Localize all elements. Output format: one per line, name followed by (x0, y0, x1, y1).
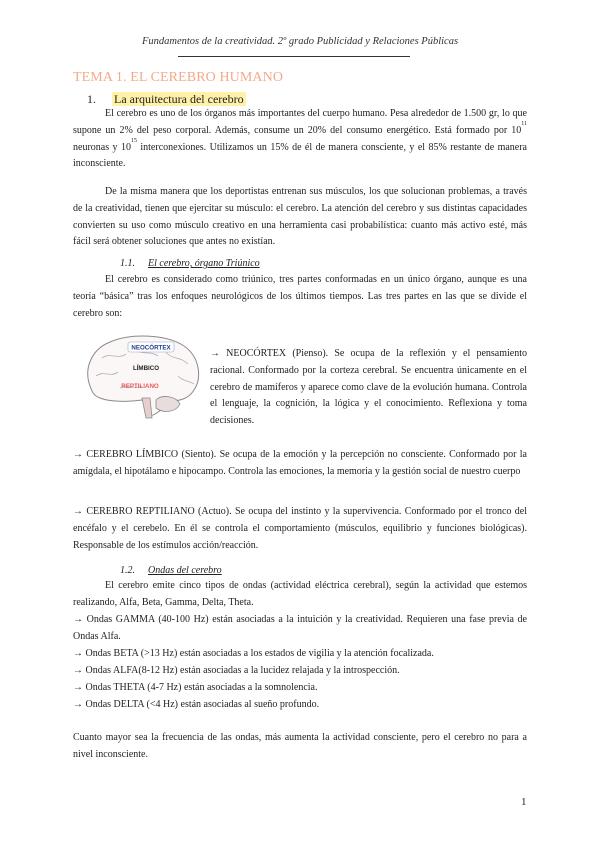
p1-base-2: 10 (120, 141, 131, 153)
brain-stem (142, 398, 152, 418)
section-number: 1. (87, 92, 96, 106)
subsection-heading-2 (120, 565, 222, 576)
paragraph-deportistas: De la misma manera que los deportistas entrenan sus músculos, los que solucionan problemas, a través de la creatividad, tienen que ejercitar su músculo: el cerebro. La atención del cerebro y sus distintas capacidades convierten su uso como músculo creativo en una herramienta casi probabilística: cuanto más activo esté, más fácil será obtener soluciones que antes no existían. (73, 186, 527, 248)
header-rule (178, 56, 410, 57)
onda-gamma: → Ondas GAMMA (40-100 Hz) están asociadas a la intuición y la creatividad. Requieren una fase previa de Ondas Alfa. (73, 614, 527, 642)
paragraph-triunico: El cerebro es considerado como triúnico, tres partes conformadas en un único órgano, aunque es una teoría “básica” tras los enfoques neurológicos de los últimos tiempos. Las tres partes en las que se divide el cerebro son: (73, 274, 527, 319)
p1-exp-2: 15 (130, 137, 137, 144)
neocortex-description: → NEOCÓRTEX (Pienso). Se ocupa de la reflexión y el pensamiento racional. Conformado por la corteza cerebral. Se encuentra únicamente en el cerebro de mamíferos y aparece como clave de la evolución humana. Controla el lenguaje, la cognición, la lógica y el conocimiento. Reflexiona y toma decisiones. (210, 348, 527, 427)
paragraph-cerebro-datos (73, 106, 527, 173)
brain-diagram (80, 330, 204, 420)
onda-theta: → Ondas THETA (4-7 Hz) están asociadas a la somnolencia. (73, 682, 318, 693)
onda-delta: → Ondas DELTA (<4 Hz) están asociadas al sueño profundo. (73, 699, 320, 710)
subsection-label-2: Ondas del cerebro (148, 565, 222, 576)
subsection-number-2: 1.2. (120, 565, 135, 576)
page-number: 1 (521, 796, 527, 808)
onda-beta: → Ondas BETA (>13 Hz) están asociadas a los estados de vigilia y la atención focalizada. (73, 648, 434, 659)
section-label: La arquitectura del cerebro (114, 92, 244, 106)
subsection-heading-1 (120, 258, 260, 269)
p1-text-e: interconexiones. Utilizamos un 15% de él de manera consciente, y el 85% restante de manera inconsciente. (73, 141, 527, 170)
p1-power-interconexiones (120, 137, 137, 153)
reptiliano-description: → CEREBRO REPTILIANO (Actuo). Se ocupa del instinto y la supervivencia. Conformado por el tronco del encéfalo y el cerebelo. En él se controla el comportamiento (músculos, equilibrio y funciones biológicas). Responsable de los estímulos acción/reacción. (73, 506, 527, 551)
subsection-label-1: El cerebro, órgano Triúnico (148, 258, 260, 269)
p1-power-neuronas (511, 120, 527, 136)
reptiliano-label: REPTILIANO (121, 383, 159, 390)
subsection-number-1: 1.1. (120, 258, 135, 269)
chapter-title: TEMA 1. EL CEREBRO HUMANO (73, 70, 284, 85)
limbico-label: LÍMBICO (132, 365, 160, 372)
p1-text-c: neuronas y (73, 141, 121, 153)
p1-exp-1: 11 (521, 120, 527, 127)
ondas-intro: El cerebro emite cinco tipos de ondas (actividad eléctrica cerebral), según la actividad que estemos realizando, Alfa, Beta, Gamma, Delta, Theta. (73, 580, 527, 608)
closing-paragraph: Cuanto mayor sea la frecuencia de las ondas, más aumenta la actividad consciente, pero el cerebro no para a nivel inconsciente. (73, 732, 527, 760)
p1-text-a: El cerebro es uno de los órganos más importantes del cuerpo humano. Pesa alrededor de 1.500 gr, lo que supone un 2% del peso corporal. Además, consume un 20% del consumo energético. Está formado por (73, 108, 527, 136)
section-heading (87, 92, 246, 107)
p1-base-1: 10 (511, 124, 522, 136)
document-header: Fundamentos de la creatividad. 2º grado Publicidad y Relaciones Públicas (141, 36, 459, 47)
limbico-description: → CEREBRO LÍMBICO (Siento). Se ocupa de la emoción y la percepción no consciente. Conformado por la amígdala, el hipotálamo e hipocampo. Controla las emociones, la memoria y la gestión social de nuestro cuerpo (73, 449, 527, 477)
neocortex-label: NEOCÓRTEX (131, 344, 171, 352)
onda-alfa: → Ondas ALFA(8-12 Hz) están asociadas a la lucidez relajada y la introspección. (73, 665, 400, 676)
